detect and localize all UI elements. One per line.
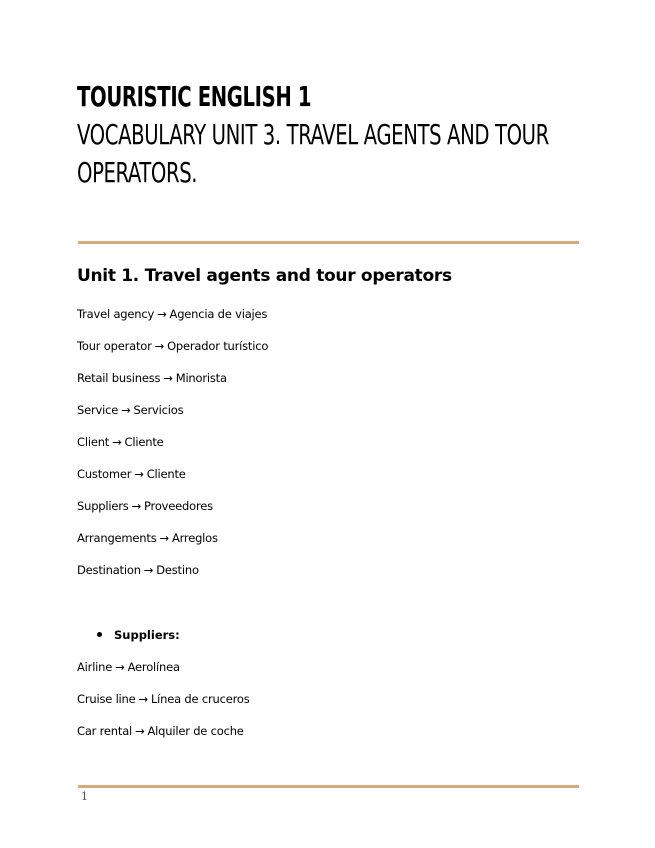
section-heading: Unit 1. Travel agents and tour operators bbox=[77, 266, 452, 286]
page-number: 1 bbox=[81, 790, 88, 803]
term-english: Service bbox=[77, 403, 119, 417]
vocabulary-item bbox=[77, 434, 268, 466]
term-spanish: Cliente bbox=[124, 435, 164, 449]
vocabulary-item bbox=[77, 370, 268, 402]
term-english: Cruise line bbox=[77, 692, 136, 706]
vocabulary-item bbox=[77, 338, 268, 370]
document-subtitle-line-2: OPERATORS. bbox=[77, 156, 198, 189]
term-spanish: Alquiler de coche bbox=[147, 724, 244, 738]
bullet-icon bbox=[97, 632, 102, 637]
term-spanish: Operador turístico bbox=[167, 339, 269, 353]
arrow-icon: → bbox=[131, 499, 142, 513]
suppliers-bullet-label: Suppliers: bbox=[114, 628, 180, 642]
vocabulary-item bbox=[77, 562, 268, 594]
arrow-icon: → bbox=[115, 660, 125, 674]
vocabulary-item bbox=[77, 466, 268, 498]
arrow-icon: → bbox=[159, 531, 169, 545]
term-spanish: Proveedores bbox=[144, 499, 213, 513]
term-english: Car rental bbox=[77, 724, 133, 738]
arrow-icon: → bbox=[157, 307, 167, 321]
vocabulary-item bbox=[77, 498, 268, 530]
suppliers-list bbox=[77, 659, 250, 755]
term-spanish: Agencia de viajes bbox=[169, 307, 268, 321]
document-subtitle-line-1: VOCABULARY UNIT 3. TRAVEL AGENTS AND TOUR bbox=[77, 118, 549, 151]
term-english: Suppliers bbox=[77, 499, 129, 513]
term-english: Retail business bbox=[77, 371, 161, 385]
supplier-item bbox=[77, 659, 250, 691]
arrow-icon: → bbox=[138, 692, 148, 706]
term-spanish: Aerolínea bbox=[127, 660, 180, 674]
page-title bbox=[77, 78, 584, 192]
arrow-icon: → bbox=[121, 403, 131, 417]
document-title: TOURISTIC ENGLISH 1 bbox=[77, 80, 312, 113]
term-english: Airline bbox=[77, 660, 113, 674]
term-english: Destination bbox=[77, 563, 141, 577]
arrow-icon: → bbox=[163, 371, 173, 385]
suppliers-bullet bbox=[97, 627, 180, 643]
term-english: Tour operator bbox=[77, 339, 152, 353]
arrow-icon: → bbox=[154, 339, 165, 353]
term-english: Customer bbox=[77, 467, 132, 481]
arrow-icon: → bbox=[143, 563, 154, 577]
vocabulary-item bbox=[77, 402, 268, 434]
term-spanish: Minorista bbox=[175, 371, 227, 385]
arrow-icon: → bbox=[135, 724, 145, 738]
vocabulary-item bbox=[77, 306, 268, 338]
term-spanish: Servicios bbox=[133, 403, 184, 417]
supplier-item bbox=[77, 723, 250, 755]
term-spanish: Línea de cruceros bbox=[150, 692, 250, 706]
supplier-item bbox=[77, 691, 250, 723]
arrow-icon: → bbox=[134, 467, 144, 481]
term-english: Arrangements bbox=[77, 531, 157, 545]
footer-divider bbox=[78, 785, 579, 788]
vocabulary-item bbox=[77, 530, 268, 562]
vocabulary-list bbox=[77, 306, 268, 594]
term-spanish: Arreglos bbox=[171, 531, 218, 545]
term-spanish: Destino bbox=[156, 563, 199, 577]
term-english: Client bbox=[77, 435, 110, 449]
term-english: Travel agency bbox=[77, 307, 155, 321]
arrow-icon: → bbox=[112, 435, 122, 449]
header-divider bbox=[78, 241, 579, 244]
term-spanish: Cliente bbox=[146, 467, 186, 481]
